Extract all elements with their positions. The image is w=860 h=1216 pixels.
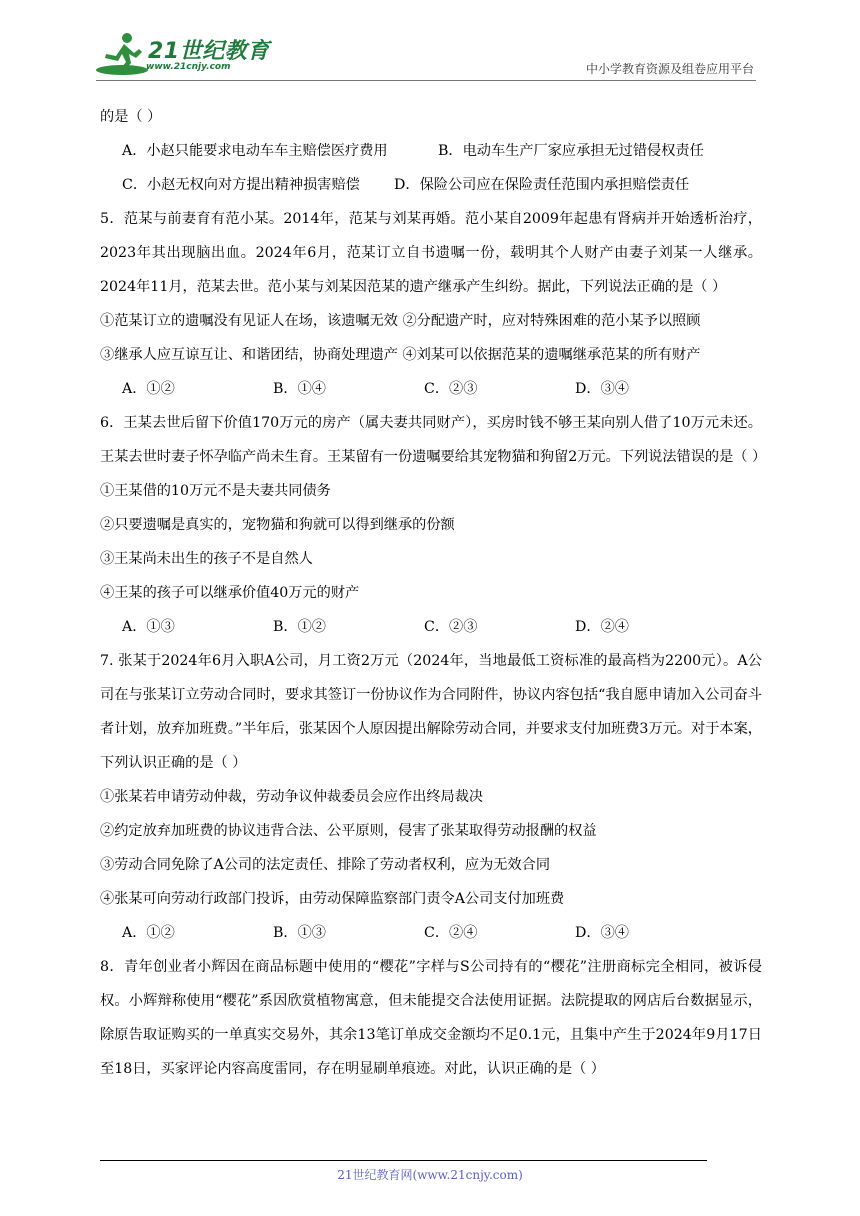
- logo-url: www.21cnjy.com: [146, 62, 231, 72]
- q6-statement-4: ④王某的孩子可以继承价值40万元的财产: [100, 585, 360, 601]
- q4-options-row-1: [100, 134, 762, 168]
- q7-stem: 7. 张某于2024年6月入职A公司，月工资2万元（2024年，当地最低工资标准的最高档为2200元）。A公司在与张某订立劳动合同时，要求其签订一份协议作为合同附件，协议内容包括“我自愿申请加入公司奋斗者计划，放弃加班费。”半年后，张某因个人原因提出解除劳动合同，并要求支付加班费3万元。对于本案，下列认识正确的是（ ）: [100, 653, 762, 771]
- q6-options: [100, 610, 762, 644]
- q6-option-d: D．②④: [575, 619, 629, 635]
- q7-statement-2: ②约定放弃加班费的协议违背合法、公平原则，侵害了张某取得劳动报酬的权益: [100, 823, 597, 839]
- q7-option-c: C．②④: [424, 925, 478, 941]
- q4-option-d: D．保险公司应在保险责任范围内承担赔偿责任: [394, 177, 690, 193]
- q6-statement-1: ①王某借的10万元不是夫妻共同债务: [100, 483, 331, 499]
- q6-stem: 6．王某去世后留下价值170万元的房产（属夫妻共同财产），买房时钱不够王某向别人借了10万元未还。王某去世时妻子怀孕临产尚未生育。王某留有一份遗嘱要给其宠物猫和狗留2万元。下列说法错误的是（ ）: [100, 415, 767, 465]
- q5-option-d: D．③④: [575, 381, 629, 397]
- page-header: [0, 0, 860, 92]
- q6-statement-2: ②只要遗嘱是真实的，宠物猫和狗就可以得到继承的份额: [100, 517, 455, 533]
- footer-divider: [100, 1160, 707, 1161]
- q4-tail: 的是（ ）: [100, 109, 162, 125]
- q6-option-a: A．①③: [122, 619, 175, 635]
- q7-statement-3: ③劳动合同免除了A公司的法定责任、排除了劳动者权利，应为无效合同: [100, 857, 551, 873]
- q8-stem: 8．青年创业者小辉因在商品标题中使用的“樱花”字样与S公司持有的“樱花”注册商标完全相同，被诉侵权。小辉辩称使用“樱花”系因欣赏植物寓意，但未能提交合法使用证据。法院提取的网店后台数据显示，除原告取证购买的一单真实交易外，其余13笔订单成交金额均不足0.1元，且集中产生于2024年9月17日至18日，买家评论内容高度雷同，存在明显刷单痕迹。对此，认识正确的是（ ）: [100, 959, 762, 1077]
- q5-option-a: A．①②: [122, 381, 175, 397]
- q7-statement-1: ①张某若申请劳动仲裁，劳动争议仲裁委员会应作出终局裁决: [100, 789, 484, 805]
- q7-options: [100, 916, 762, 950]
- q7-option-b: B．①③: [273, 925, 326, 941]
- header-divider: [96, 80, 756, 81]
- q4-option-a: A．小赵只能要求电动车车主赔偿医疗费用: [122, 143, 388, 159]
- question-content: [100, 100, 767, 1086]
- q7-option-a: A．①②: [122, 925, 175, 941]
- footer-link[interactable]: 21世纪教育网(www.21cnjy.com): [337, 1168, 523, 1182]
- q5-options: [100, 372, 762, 406]
- q6-option-c: C．②③: [424, 619, 478, 635]
- q5-option-b: B．①④: [273, 381, 326, 397]
- platform-name: 中小学教育资源及组卷应用平台: [585, 62, 754, 76]
- q6-option-b: B．①②: [273, 619, 326, 635]
- q6-statement-3: ③王某尚未出生的孩子不是自然人: [100, 551, 313, 567]
- q4-option-c: C．小赵无权向对方提出精神损害赔偿: [122, 177, 360, 193]
- q4-options-row-2: [100, 168, 762, 202]
- q7-statement-4: ④张某可向劳动行政部门投诉，由劳动保障监察部门责令A公司支付加班费: [100, 891, 565, 907]
- q5-stem: 5．范某与前妻育有范小某。2014年，范某与刘某再婚。范小某自2009年起患有肾病并开始透析治疗，2023年其出现脑出血。2024年6月，范某订立自书遗嘱一份，载明其个人财产由妻子刘某一人继承。2024年11月，范某去世。范小某与刘某因范某的遗产继承产生纠纷。据此，下列说法正确的是（ ）: [100, 211, 762, 295]
- q4-option-b: B．电动车生产厂家应承担无过错侵权责任: [438, 143, 704, 159]
- q5-option-c: C．②③: [424, 381, 478, 397]
- q5-statement-row-2: ③继承人应互谅互让、和谐团结，协商处理遗产 ④刘某可以依据范某的遗嘱继承范某的所有财产: [100, 347, 701, 363]
- q5-statement-row-1: ①范某订立的遗嘱没有见证人在场，该遗嘱无效 ②分配遗产时，应对特殊困难的范小某予以照顾: [100, 313, 701, 329]
- logo-text: 21世纪教育: [148, 39, 270, 64]
- q7-option-d: D．③④: [575, 925, 629, 941]
